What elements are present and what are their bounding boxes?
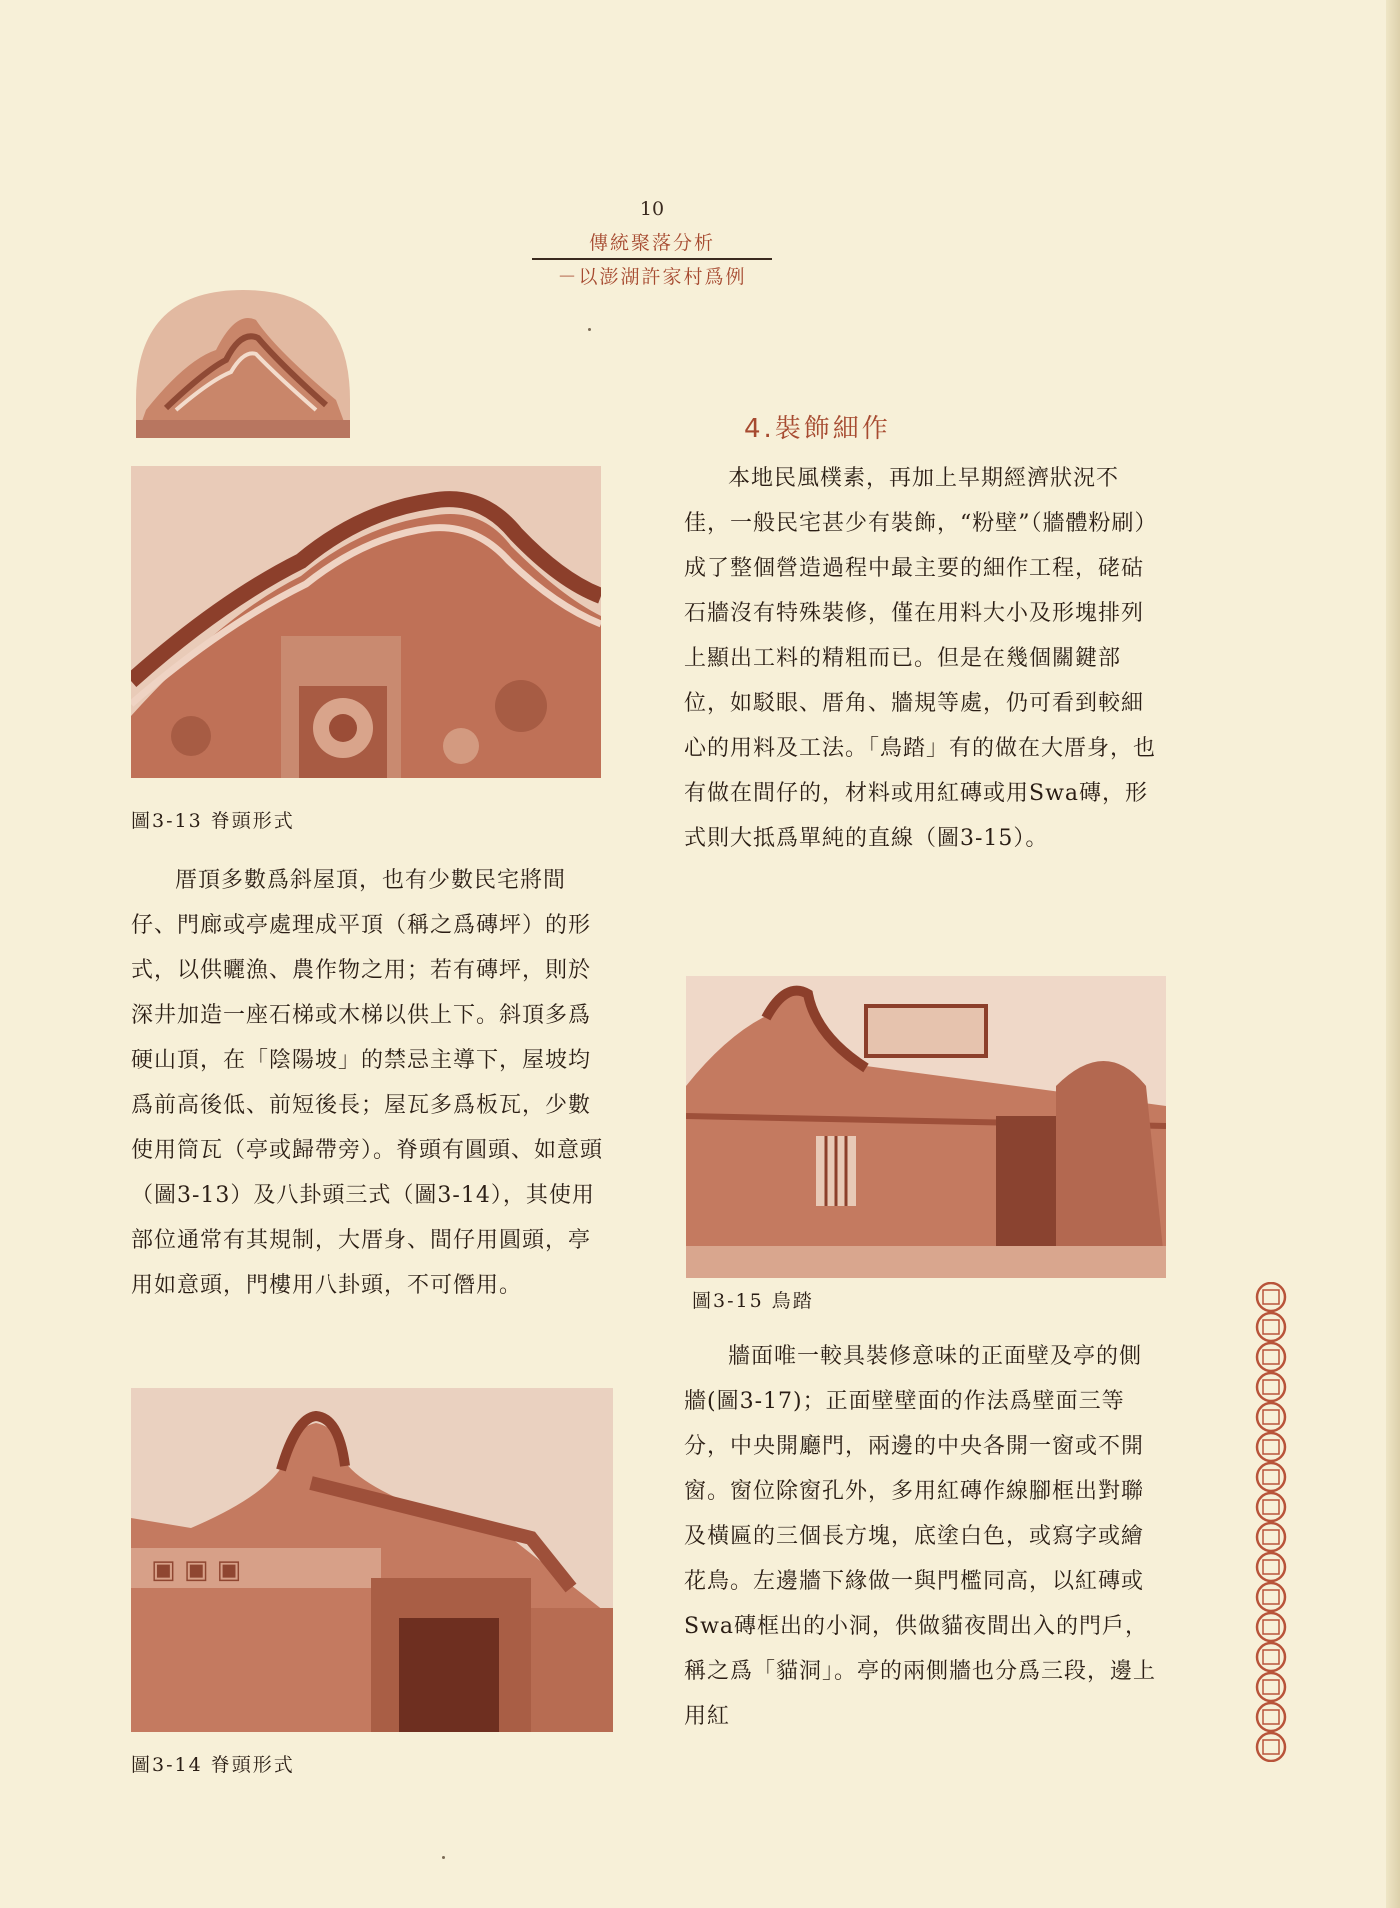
right-column-text-2 <box>684 1334 1158 1739</box>
seal-medallion-inner <box>1263 1290 1279 1304</box>
figure-3-15-caption: 圖3-15 鳥踏 <box>692 1290 814 1312</box>
seal-medallion-inner <box>1263 1620 1279 1634</box>
seal-medallion-inner <box>1263 1530 1279 1544</box>
seal-medallion <box>1257 1403 1285 1431</box>
paper-speck <box>588 328 591 331</box>
seal-medallion-inner <box>1263 1500 1279 1514</box>
seal-medallion-inner <box>1263 1470 1279 1484</box>
seal-medallion <box>1257 1703 1285 1731</box>
seal-medallion <box>1257 1523 1285 1551</box>
header-rule <box>532 258 772 260</box>
decorative-seal-column <box>1253 1282 1289 1762</box>
series-title: 傳統聚落分析 <box>588 232 715 254</box>
figure-3-13-caption: 圖3-13 脊頭形式 <box>131 810 295 832</box>
roof-paragraph: 厝頂多數爲斜屋頂，也有少數民宅將間仔、門廊或亭處理成平頂（稱之爲磚坪）的形式，以供曬漁、農作物之用；若有磚坪，則於深井加造一座石梯或木梯以供上下。斜頂多爲硬山頂，在「陰陽坡」的禁忌主導下，屋坡均爲前高後低、前短後長；屋瓦多爲板瓦，少數使用筒瓦（亭或歸帶旁）。脊頭有圓頭、如意頭（圖3-13）及八卦頭三式（圖3-14），其使用部位通常有其規制，大厝身、間仔用圓頭，亭用如意頭，門樓用八卦頭，不可僭用。 <box>131 868 604 1298</box>
section-heading: 4.裝飾細作 <box>744 414 891 444</box>
seal-medallion-inner <box>1263 1350 1279 1364</box>
seal-medallion-inner <box>1263 1560 1279 1574</box>
figure-3-15-photo <box>686 976 1166 1278</box>
page-edge <box>1386 0 1400 1908</box>
page-number: 10 <box>639 198 665 220</box>
seal-medallion-inner <box>1263 1380 1279 1394</box>
right-column-text-1 <box>684 456 1158 861</box>
decoration-paragraph: 本地民風樸素，再加上早期經濟狀況不佳，一般民宅甚少有裝飾，“粉壁”（牆體粉刷）成了整個營造過程中最主要的細作工程，硓𥑮石牆沒有特殊裝修，僅在用料大小及形塊排列上顯出工料的精粗而已。但是在幾個關鍵部位，如駁眼、厝角、牆規等處，仍可看到較細心的用料及工法。「鳥踏」有的做在大厝身，也有做在間仔的，材料或用紅磚或用Swa磚，形式則大抵爲單純的直線（圖3-15）。 <box>684 466 1158 851</box>
seal-medallion-inner <box>1263 1320 1279 1334</box>
left-column-text <box>131 858 603 1308</box>
seal-medallion-inner <box>1263 1650 1279 1664</box>
seal-medallion <box>1257 1283 1285 1311</box>
seal-medallion <box>1257 1613 1285 1641</box>
seal-medallion-inner <box>1263 1440 1279 1454</box>
seal-medallion <box>1257 1343 1285 1371</box>
seal-medallion-inner <box>1263 1710 1279 1724</box>
seal-medallion <box>1257 1673 1285 1701</box>
seal-medallion-inner <box>1263 1590 1279 1604</box>
figure-3-14-photo <box>131 1388 613 1732</box>
seal-medallion <box>1257 1553 1285 1581</box>
seal-medallion-inner <box>1263 1410 1279 1424</box>
seal-medallion-inner <box>1263 1740 1279 1754</box>
seal-medallion <box>1257 1313 1285 1341</box>
seal-medallion <box>1257 1463 1285 1491</box>
seal-medallion-inner <box>1263 1680 1279 1694</box>
seal-medallion <box>1257 1583 1285 1611</box>
svg-text:▣ ▣ ▣: ▣ ▣ ▣ <box>151 1555 242 1585</box>
series-subtitle: －以澎湖許家村爲例 <box>557 266 747 288</box>
wall-paragraph: 牆面唯一較具裝修意味的正面壁及亭的側牆(圖3-17)；正面壁壁面的作法爲壁面三等分，中央開廳門，兩邊的中央各開一窗或不開窗。窗位除窗孔外，多用紅磚作線腳框出對聯及橫匾的三個長方塊，底塗白色，或寫字或繪花鳥。左邊牆下緣做一與門檻同高，以紅磚或 Swa磚框出的小洞，供做貓夜間出入的門戶，稱之爲「貓洞」。亭的兩側牆也分爲三段，邊上用紅 <box>684 1344 1157 1729</box>
figure-3-13-photo <box>131 466 601 778</box>
seal-medallion <box>1257 1733 1285 1761</box>
seal-medallion <box>1257 1373 1285 1401</box>
seal-medallion <box>1257 1433 1285 1461</box>
ridge-vignette-photo <box>136 290 350 438</box>
figure-3-14-caption: 圖3-14 脊頭形式 <box>131 1754 295 1776</box>
paper-speck <box>442 1856 445 1859</box>
running-header <box>532 198 772 290</box>
seal-medallion <box>1257 1643 1285 1671</box>
seal-medallion <box>1257 1493 1285 1521</box>
